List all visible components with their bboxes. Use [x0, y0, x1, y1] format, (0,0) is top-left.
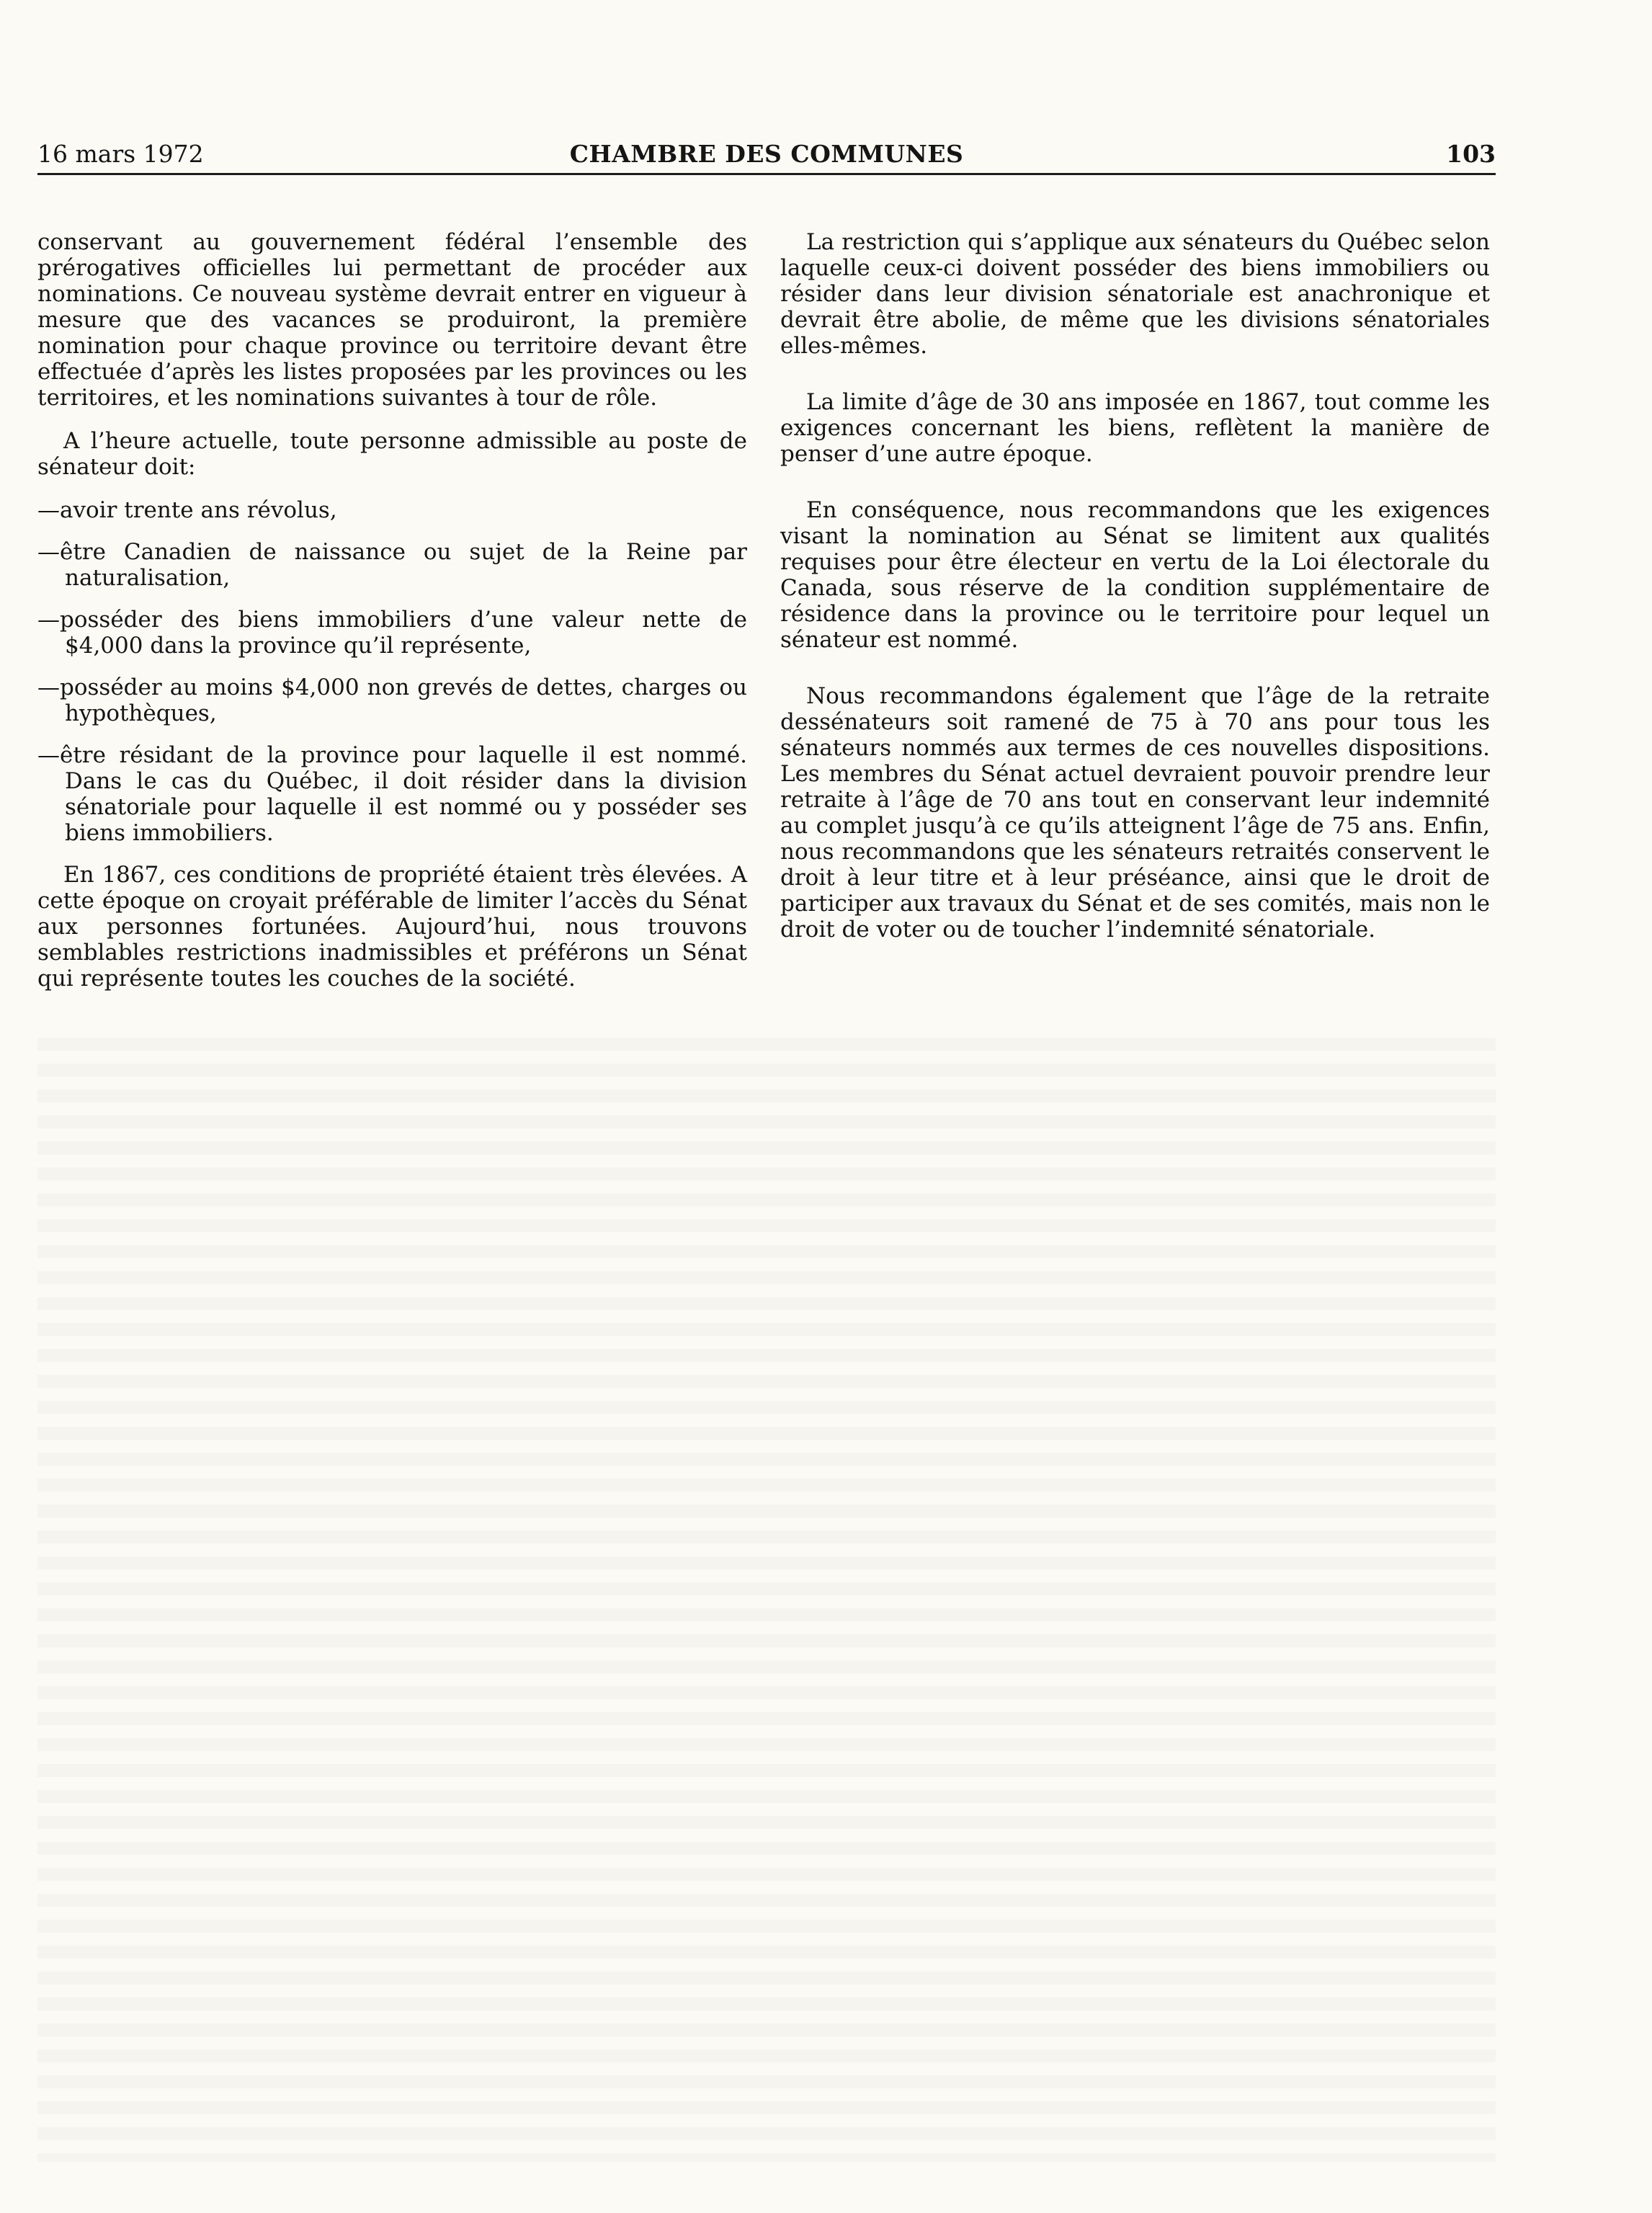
paragraph: A l’heure actuelle, toute personne admissible au poste de sénateur doit:	[37, 428, 747, 480]
paragraph: En 1867, ces conditions de propriété étaient très élevées. A cette époque on croyait préférable de limiter l’accès du Sénat aux personnes fortunées. Aujourd’hui, nous trouvons semblables restrictions inadmissibles et préférons un Sénat qui représente toutes les couches de la société.	[37, 862, 747, 992]
header-title: CHAMBRE DES COMMUNES	[569, 140, 964, 168]
paragraph: Nous recommandons également que l’âge de la retraite dessénateurs soit ramené de 75 à 70 ans pour tous les sénateurs nommés aux termes de ces nouvelles dispositions. Les membres du Sénat actuel devraient pouvoir prendre leur retraite à l’âge de 70 ans tout en conservant leur indemnité au complet jusqu’à ce qu’ils atteignent l’âge de 75 ans. Enfin, nous recommandons que les sénateurs retraités conservent le droit à leur titre et à leur préséance, ainsi que le droit de participer aux travaux du Sénat et de ses comités, mais non le droit de voter ou de toucher l’indemnité sénatoriale.	[780, 683, 1490, 943]
page-header	[37, 137, 1496, 175]
right-column	[780, 229, 1490, 973]
list-item: —être Canadien de naissance ou sujet de la Reine par naturalisation,	[37, 539, 747, 591]
paragraph: En conséquence, nous recommandons que les exigences visant la nomination au Sénat se limitent aux qualités requises pour être électeur en vertu de la Loi électorale du Canada, sous réserve de la condition supplémentaire de résidence dans la province ou le territoire pour lequel un sénateur est nommé.	[780, 497, 1490, 653]
header-date: 16 mars 1972	[37, 140, 204, 168]
left-column	[37, 229, 747, 1009]
list-item: —avoir trente ans révolus,	[37, 497, 337, 523]
list-item: —posséder des biens immobiliers d’une valeur nette de $4,000 dans la province qu’il représente,	[37, 607, 747, 659]
list-item: —posséder au moins $4,000 non grevés de dettes, charges ou hypothèques,	[37, 674, 747, 726]
paragraph: La restriction qui s’applique aux sénateurs du Québec selon laquelle ceux-ci doivent posséder des biens immobiliers ou résider dans leur division sénatoriale est anachronique et devrait être abolie, de même que les divisions sénatoriales elles-mêmes.	[780, 229, 1490, 359]
list-item: —être résidant de la province pour laquelle il est nommé. Dans le cas du Québec, il doit résider dans la division sénatoriale pour laquelle il est nommé ou y posséder ses biens immobiliers.	[37, 742, 747, 846]
paragraph: La limite d’âge de 30 ans imposée en 1867, tout comme les exigences concernant les biens, reflètent la manière de penser d’une autre époque.	[780, 389, 1490, 467]
paragraph: conservant au gouvernement fédéral l’ensemble des prérogatives officielles lui permettant de procéder aux nominations. Ce nouveau système devrait entrer en vigueur à mesure que des vacances se produiront, la première nomination pour chaque province ou territoire devant être effectuée d’après les listes proposées par les provinces ou les territoires, et les nominations suivantes à tour de rôle.	[37, 229, 747, 411]
bleed-through-texture	[37, 1038, 1496, 2162]
page-number: 103	[1446, 140, 1496, 168]
